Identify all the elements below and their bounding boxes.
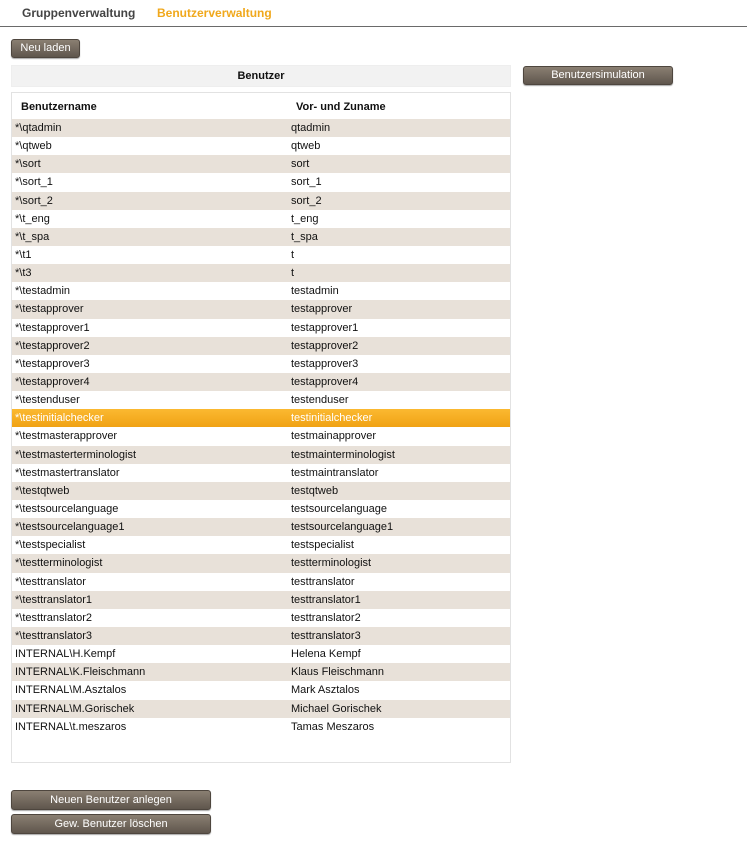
delete-selected-users-button[interactable]: Gew. Benutzer löschen <box>11 814 211 834</box>
fullname-cell: testmainapprover <box>291 430 376 443</box>
table-body <box>12 119 510 736</box>
table-row[interactable] <box>12 300 510 318</box>
username-cell: *\testapprover <box>15 303 84 316</box>
table-row[interactable] <box>12 482 510 500</box>
table-row[interactable] <box>12 645 510 663</box>
fullname-cell: qtweb <box>291 140 321 153</box>
username-cell: *\testspecialist <box>15 539 86 552</box>
fullname-cell: sort <box>291 158 310 171</box>
username-cell: *\sort_1 <box>15 176 53 189</box>
table-row[interactable] <box>12 409 510 427</box>
fullname-cell: t <box>291 248 295 261</box>
table-row[interactable] <box>12 246 510 264</box>
table-row[interactable] <box>12 627 510 645</box>
fullname-cell: testmaintranslator <box>291 466 379 479</box>
create-user-button[interactable]: Neuen Benutzer anlegen <box>11 790 211 810</box>
table-row[interactable] <box>12 446 510 464</box>
username-cell: *\t1 <box>15 248 32 261</box>
column-header-username[interactable]: Benutzername <box>21 101 97 113</box>
username-cell: *\testtranslator2 <box>15 611 93 624</box>
username-cell: *\testtranslator <box>15 575 86 588</box>
fullname-cell: testapprover <box>291 303 353 316</box>
username-cell: *\testterminologist <box>15 557 103 570</box>
tab-benutzerverwaltung[interactable]: Benutzerverwaltung <box>157 6 272 20</box>
table-row[interactable] <box>12 663 510 681</box>
table-row[interactable] <box>12 137 510 155</box>
fullname-cell: testadmin <box>291 285 339 298</box>
table-row[interactable] <box>12 554 510 572</box>
tab-bar <box>0 0 747 27</box>
table-row[interactable] <box>12 391 510 409</box>
username-cell: *\testapprover1 <box>15 321 90 334</box>
fullname-cell: Tamas Meszaros <box>291 720 375 733</box>
fullname-cell: Helena Kempf <box>291 648 361 661</box>
username-cell: *\testmasterterminologist <box>15 448 137 461</box>
table-row[interactable] <box>12 464 510 482</box>
username-cell: *\testmasterapprover <box>15 430 118 443</box>
fullname-cell: t_eng <box>291 212 319 225</box>
users-table <box>11 92 511 763</box>
table-row[interactable] <box>12 264 510 282</box>
table-row[interactable] <box>12 700 510 718</box>
username-cell: *\sort <box>15 158 41 171</box>
fullname-cell: Mark Asztalos <box>291 684 360 697</box>
table-row[interactable] <box>12 228 510 246</box>
fullname-cell: testtranslator2 <box>291 611 361 624</box>
fullname-cell: testtranslator <box>291 575 355 588</box>
username-cell: *\t3 <box>15 267 32 280</box>
username-cell: *\testsourcelanguage1 <box>15 521 125 534</box>
username-cell: *\testapprover4 <box>15 375 90 388</box>
fullname-cell: testapprover2 <box>291 339 359 352</box>
table-row[interactable] <box>12 210 510 228</box>
username-cell: *\testmastertranslator <box>15 466 120 479</box>
fullname-cell: testspecialist <box>291 539 354 552</box>
table-row[interactable] <box>12 591 510 609</box>
fullname-cell: sort_2 <box>291 194 322 207</box>
users-panel-title: Benutzer <box>11 65 511 87</box>
fullname-cell: testapprover1 <box>291 321 359 334</box>
table-row[interactable] <box>12 282 510 300</box>
tab-gruppenverwaltung[interactable]: Gruppenverwaltung <box>22 6 136 20</box>
fullname-cell: testtranslator1 <box>291 593 361 606</box>
fullname-cell: t <box>291 267 295 280</box>
username-cell: INTERNAL\t.meszaros <box>15 720 127 733</box>
username-cell: *\testtranslator1 <box>15 593 93 606</box>
username-cell: *\t_spa <box>15 230 50 243</box>
fullname-cell: Michael Gorischek <box>291 702 382 715</box>
username-cell: *\t_eng <box>15 212 50 225</box>
table-row[interactable] <box>12 718 510 736</box>
table-row[interactable] <box>12 173 510 191</box>
fullname-cell: testmainterminologist <box>291 448 395 461</box>
table-row[interactable] <box>12 319 510 337</box>
username-cell: *\testadmin <box>15 285 71 298</box>
fullname-cell: testsourcelanguage <box>291 502 388 515</box>
fullname-cell: testterminologist <box>291 557 372 570</box>
username-cell: INTERNAL\M.Asztalos <box>15 684 127 697</box>
fullname-cell: testapprover3 <box>291 357 359 370</box>
username-cell: *\testapprover3 <box>15 357 90 370</box>
column-header-fullname[interactable]: Vor- und Zuname <box>296 101 386 113</box>
reload-button[interactable]: Neu laden <box>11 39 80 58</box>
fullname-cell: testapprover4 <box>291 375 359 388</box>
fullname-cell: testtranslator3 <box>291 629 361 642</box>
fullname-cell: t_spa <box>291 230 318 243</box>
table-row[interactable] <box>12 573 510 591</box>
username-cell: INTERNAL\M.Gorischek <box>15 702 135 715</box>
username-cell: *\testenduser <box>15 394 80 407</box>
table-row[interactable] <box>12 609 510 627</box>
table-row[interactable] <box>12 192 510 210</box>
table-row[interactable] <box>12 427 510 445</box>
user-simulation-button[interactable]: Benutzersimulation <box>523 66 673 85</box>
username-cell: *\testqtweb <box>15 484 70 497</box>
username-cell: INTERNAL\K.Fleischmann <box>15 666 146 679</box>
table-row[interactable] <box>12 355 510 373</box>
table-row[interactable] <box>12 500 510 518</box>
fullname-cell: testenduser <box>291 394 349 407</box>
username-cell: *\testapprover2 <box>15 339 90 352</box>
table-row[interactable] <box>12 337 510 355</box>
table-row[interactable] <box>12 681 510 699</box>
fullname-cell: testsourcelanguage1 <box>291 521 394 534</box>
fullname-cell: Klaus Fleischmann <box>291 666 384 679</box>
username-cell: *\testinitialchecker <box>15 412 104 425</box>
table-row[interactable] <box>12 518 510 536</box>
fullname-cell: sort_1 <box>291 176 322 189</box>
fullname-cell: testqtweb <box>291 484 339 497</box>
table-row[interactable] <box>12 536 510 554</box>
username-cell: *\qtweb <box>15 140 52 153</box>
fullname-cell: testinitialchecker <box>291 412 373 425</box>
username-cell: INTERNAL\H.Kempf <box>15 648 116 661</box>
table-row[interactable] <box>12 119 510 137</box>
fullname-cell: qtadmin <box>291 122 331 134</box>
username-cell: *\qtadmin <box>15 122 62 134</box>
username-cell: *\testtranslator3 <box>15 629 93 642</box>
username-cell: *\sort_2 <box>15 194 53 207</box>
table-header <box>12 98 510 118</box>
username-cell: *\testsourcelanguage <box>15 502 119 515</box>
table-row[interactable] <box>12 373 510 391</box>
table-row[interactable] <box>12 155 510 173</box>
